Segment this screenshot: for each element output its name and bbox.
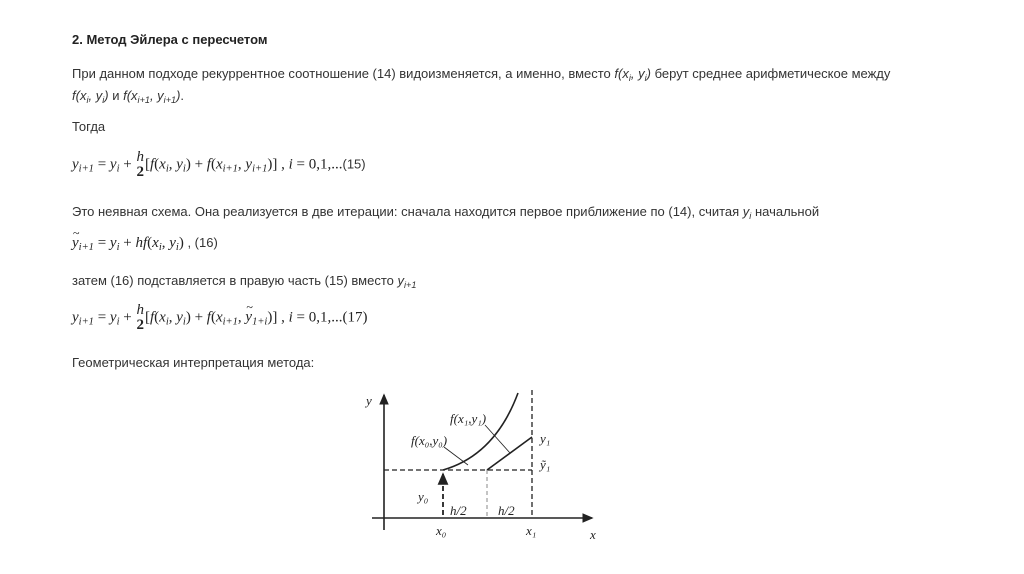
math-italic: y [109,235,117,251]
f-x0-y0-label: f(x₀,y₀) [411,433,448,448]
paragraph-intro-line1 [72,66,890,81]
math-italic: y [109,309,117,326]
math-symbol: , [237,309,246,326]
tilde-variable: ~ y [245,309,252,326]
subscript: i+1 [137,95,150,105]
corrected-slope-line [487,437,532,470]
subscript: i [182,163,186,175]
math-symbol: = [93,235,110,251]
math-symbol: ( [210,156,216,173]
math-symbol: = [93,156,110,173]
math-italic: ) [646,66,651,81]
subscript: i [175,242,179,253]
math-italic: , y [88,88,103,103]
math-symbol: ) + [185,156,207,173]
math-italic: , y [630,66,645,81]
subscript: i [86,95,89,105]
subscript: i [102,95,105,105]
fraction-denominator: 2 [136,317,144,333]
math-italic: y [742,204,750,219]
subscript: i+1 [252,163,268,175]
equation-number: , (16) [183,235,218,250]
fraction-numerator: h [136,149,144,165]
math-symbol: + [119,156,136,173]
subscript: i+1 [78,316,94,328]
math-symbol: = 0,1,...(17) [292,309,368,326]
geometric-interpretation-label: Геометрическая интерпретация метода: [72,355,315,370]
math-italic: ) [176,88,181,103]
leader-f0 [444,447,468,465]
y1-label: y₁ [540,431,551,446]
math-symbol: , [168,309,177,326]
math-italic: i [288,156,293,173]
h-half-right-label: h/2 [498,503,515,518]
subscript: 1+i [252,316,268,328]
math-symbol: ) [178,235,184,251]
subscript: i [628,73,631,83]
math-symbol: = [93,309,110,326]
math-italic: f [149,309,155,326]
subscript: i [158,242,162,253]
f-x1-y1-label: f(x₁,y₁) [450,411,487,426]
math-italic: x [159,156,166,173]
math-italic: x [215,309,223,326]
math-symbol: + [119,235,136,251]
math-italic: y [169,235,176,251]
formula-15 [72,150,366,180]
x0-label: x₀ [436,523,447,538]
formula-16 [72,235,218,252]
math-symbol: = 0,1,... [292,156,343,173]
math-italic: x [152,235,159,251]
paragraph-intro-line2 [72,88,184,103]
tilde-variable: ~ y [72,235,79,252]
subscript: i+1 [78,163,94,175]
y-axis-label: y [366,393,372,408]
math-italic: f(x [123,88,138,103]
math-symbol: + [119,309,136,326]
subscript: i [116,242,120,253]
math-symbol: )] , [267,309,285,326]
x-axis-label: x [590,527,596,542]
equation-number: (15) [342,156,366,172]
math-italic: y [176,309,183,326]
math-symbol: , [161,235,170,251]
math-italic: f(x [614,66,629,81]
solution-curve [443,393,518,470]
y0-label: y₀ [418,489,429,504]
math-italic: ) [104,88,109,103]
text-segment: затем (16) подставляется в правую часть (15) вместо [72,273,398,288]
math-symbol: [ [144,309,150,326]
math-symbol: , [237,156,246,173]
subscript: i [165,316,169,328]
leader-f1 [485,425,510,453]
math-symbol: ( [210,309,216,326]
math-italic: f [149,156,155,173]
y1-tilde-label: ỹ₁ [540,457,551,472]
math-italic: y [109,156,117,173]
math-italic: hf [135,235,148,251]
subscript: i+1 [222,163,238,175]
subscript: i [749,211,752,221]
math-italic: x [159,309,166,326]
text-segment: берут среднее арифметическое между [651,66,891,81]
fraction-numerator: h [136,302,144,318]
text-segment: и [108,88,124,103]
paragraph-substitution [72,273,416,288]
math-symbol: , [277,156,289,173]
subscript: i+1 [403,280,417,290]
subscript: i+1 [163,95,177,105]
math-italic: x [215,156,223,173]
fraction [136,150,144,180]
paragraph-implicit-scheme [72,204,819,219]
section-title: 2. Метод Эйлера с пересчетом [72,32,268,47]
math-symbol: ( [154,309,160,326]
fraction [136,303,144,333]
euler-geometric-diagram [340,385,620,545]
math-italic: y [176,156,183,173]
subscript: i [182,316,186,328]
subscript: i [644,73,647,83]
formula-17 [72,303,367,333]
subscript: i [165,163,169,175]
math-italic: y [72,156,79,173]
math-symbol: , [168,156,177,173]
text-segment: При данном подходе рекуррентное соотношение (14) видоизменяется, а именно, вместо [72,66,615,81]
math-italic: y [397,273,404,288]
math-italic: i [288,309,293,326]
x1-label: x₁ [526,523,537,538]
math-italic: f(x [72,88,87,103]
math-italic: f [206,156,211,173]
math-italic: f [206,309,211,326]
h-half-left-label: h/2 [450,503,467,518]
text-segment: Это неявная схема. Она реализуется в две итерации: сначала находится первое приближение по (14), считая [72,204,743,219]
math-italic: y [72,309,79,326]
math-symbol: ( [154,156,160,173]
subscript: i [116,316,120,328]
math-symbol: ) + [185,309,207,326]
fraction-denominator: 2 [136,164,144,180]
subscript: i+1 [222,316,238,328]
math-symbol: )] [267,156,278,173]
text-segment: . [180,88,185,103]
math-symbol: ( [147,235,153,251]
then-label: Тогда [72,119,106,134]
math-symbol: [ [144,156,150,173]
math-italic: , y [149,88,164,103]
subscript: i+1 [78,242,94,253]
subscript: i [116,163,120,175]
math-italic: y [245,156,253,173]
text-segment: начальной [751,204,820,219]
